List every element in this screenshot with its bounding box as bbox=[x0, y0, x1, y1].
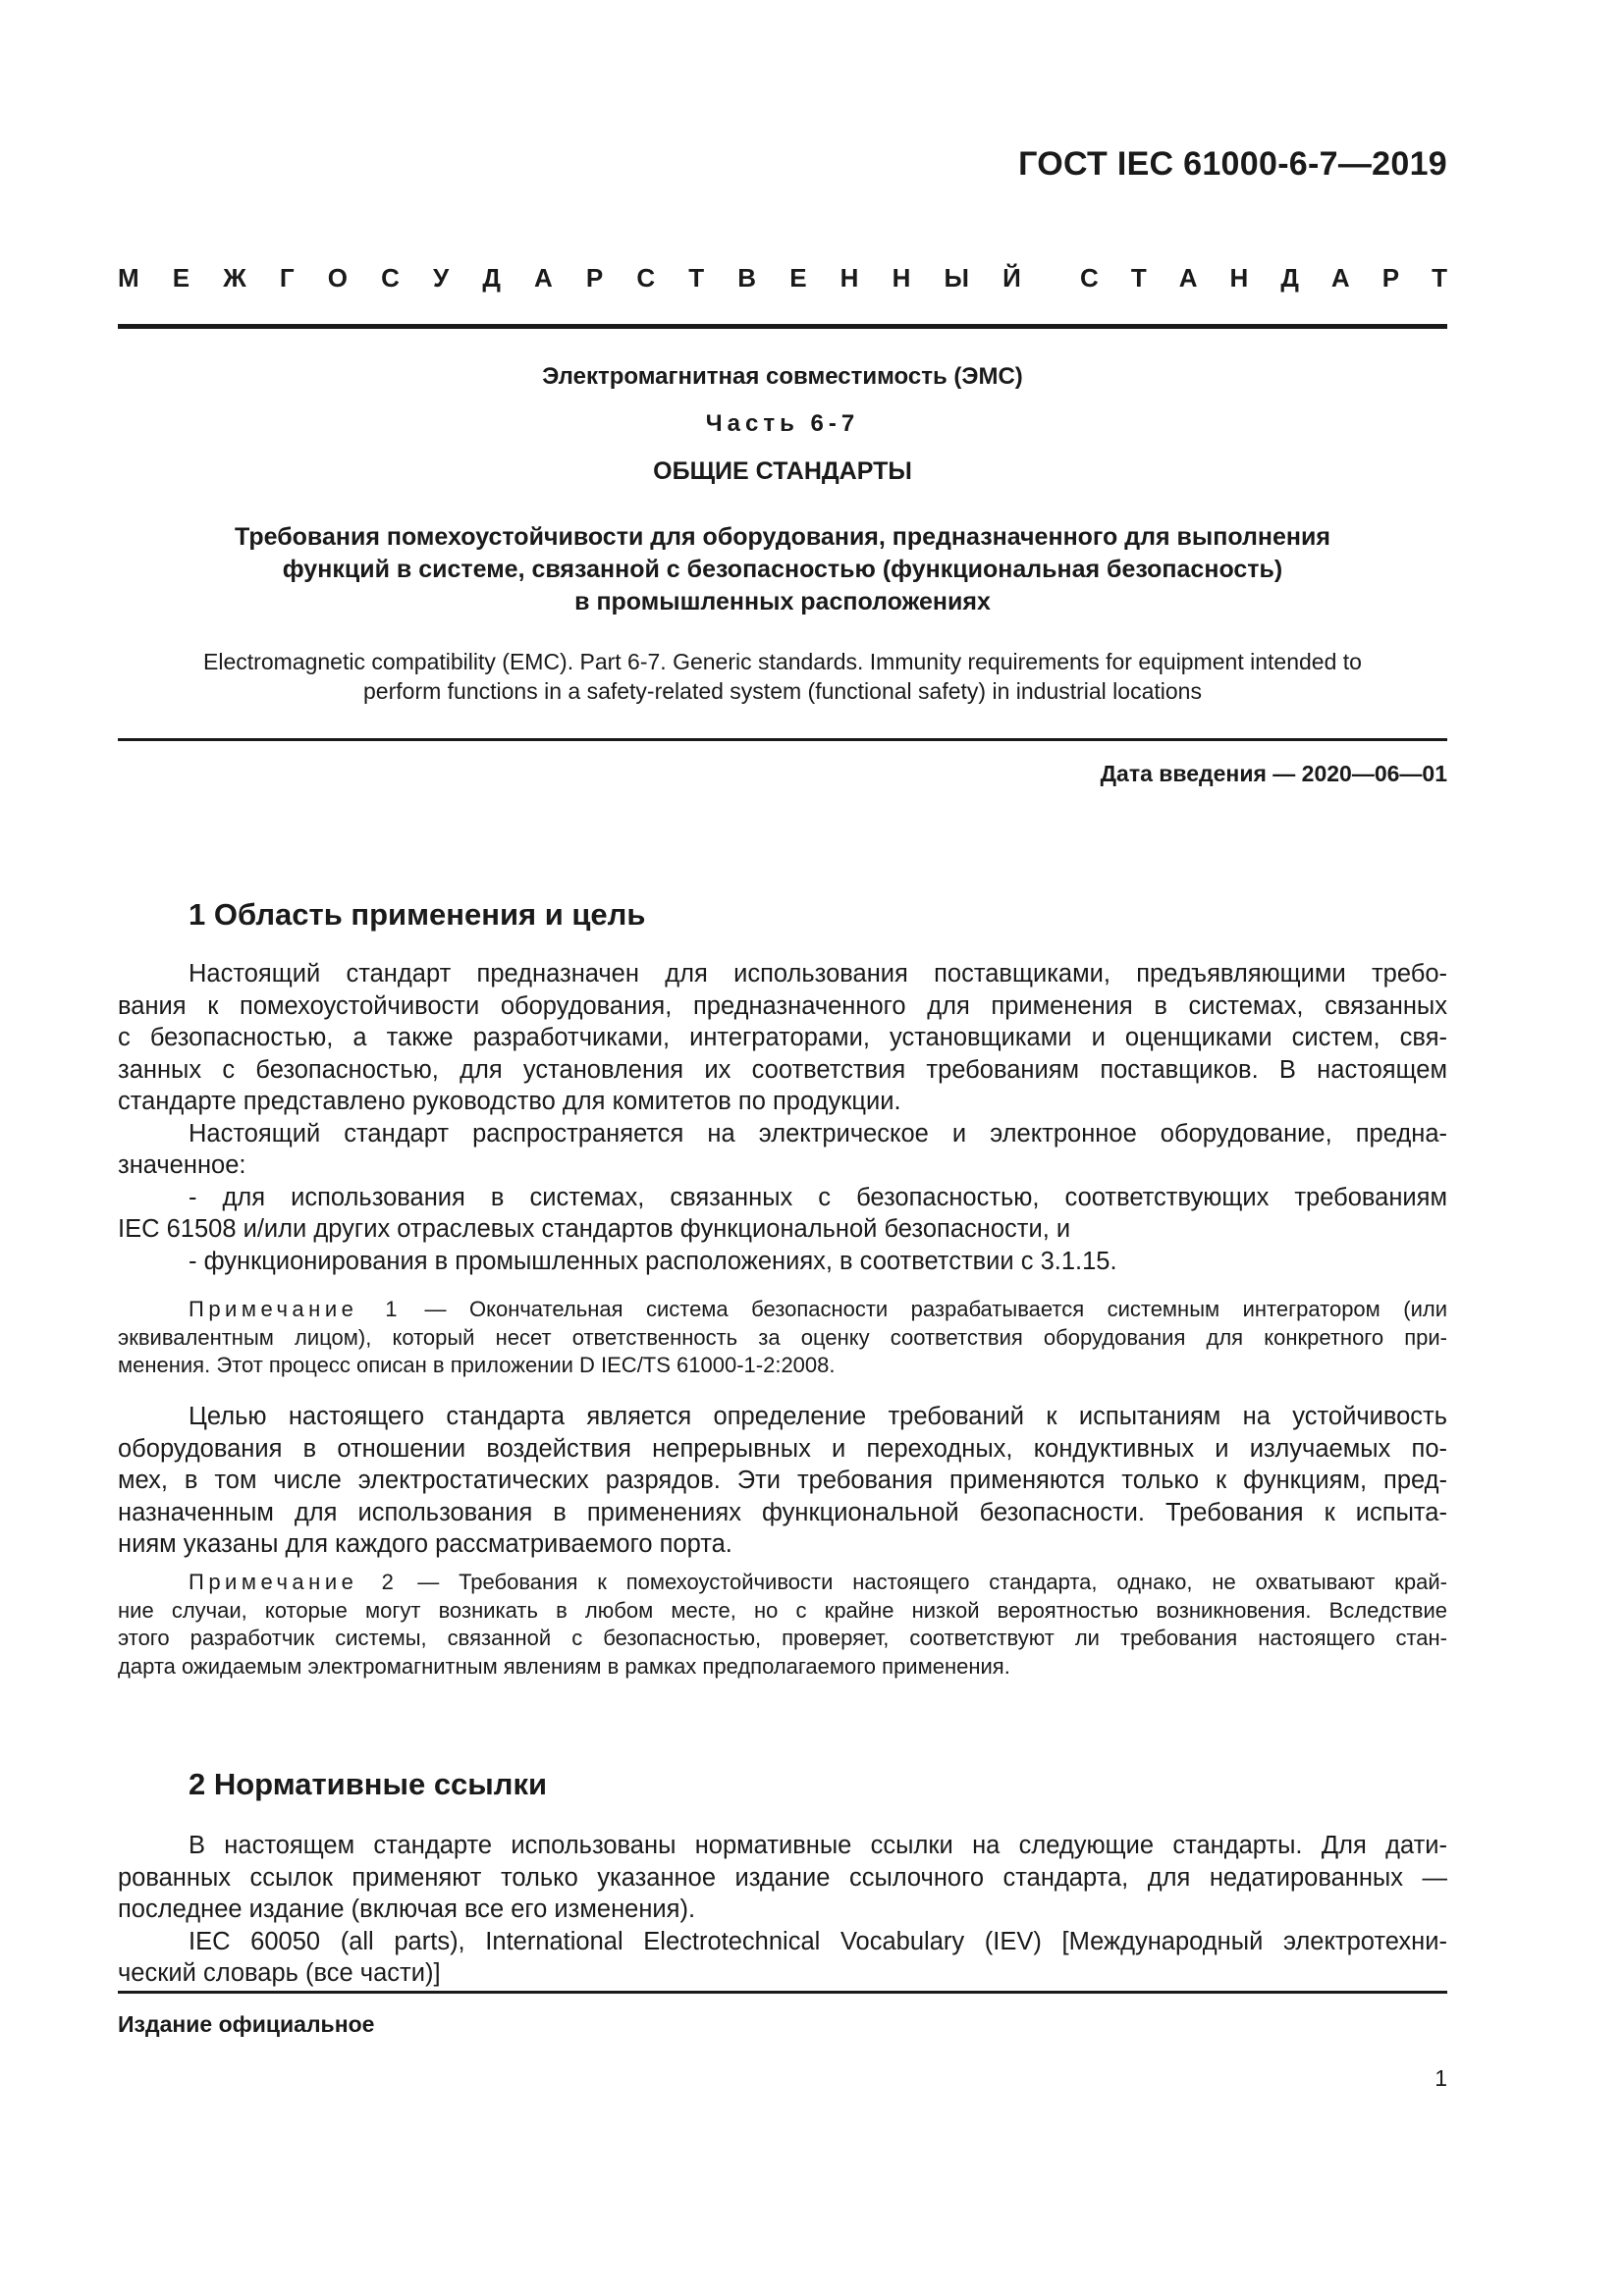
document-page bbox=[118, 0, 1447, 2296]
standard-kind-letter: Д bbox=[482, 263, 501, 293]
standard-kind-letter: Е bbox=[789, 263, 807, 293]
standard-kind-letter: С bbox=[636, 263, 656, 293]
text-line: мех, в том числе электростатических разрядов. Эти требования применяются только к функциям, пред- bbox=[118, 1467, 1447, 1494]
section-1-list-item-1 bbox=[118, 1182, 1447, 1246]
text-line: - функционирования в промышленных расположениях, в соответствии с 3.1.15. bbox=[189, 1247, 1117, 1275]
title-rule bbox=[118, 738, 1447, 741]
standard-kind-letter: Й bbox=[1002, 263, 1021, 293]
standard-kind-letter: Т bbox=[1432, 263, 1447, 293]
section-1-paragraph-2 bbox=[118, 1118, 1447, 1182]
text-line: занных с безопасностью, для установления их соответствия требованиям поставщиков. В настоящем bbox=[118, 1055, 1447, 1084]
text-line: назначенным для использования в применениях функциональной безопасности. Требования к испыта- bbox=[118, 1498, 1447, 1526]
document-code: ГОСТ IEC 61000-6-7—2019 bbox=[1018, 145, 1447, 183]
section-2-paragraph-1 bbox=[118, 1830, 1447, 1926]
text-line: значенное: bbox=[118, 1151, 246, 1179]
header-rule bbox=[118, 324, 1447, 329]
section-1-paragraph-1 bbox=[118, 958, 1447, 1118]
text-line: IEC 60050 (all parts), International Electrotechnical Vocabulary (IEV) [Международный электротехни- bbox=[189, 1927, 1447, 1955]
text-line: ниям указаны для каждого рассматриваемого порта. bbox=[118, 1530, 732, 1558]
introduction-date: Дата введения — 2020—06—01 bbox=[1100, 761, 1447, 786]
title-english-line: Electromagnetic compatibility (EMC). Part 6-7. Generic standards. Immunity requirements for equipment intended to bbox=[203, 649, 1362, 674]
footer-rule bbox=[118, 1991, 1447, 1994]
standard-kind-letter: Т bbox=[1130, 263, 1147, 293]
standard-kind-letter: Е bbox=[172, 263, 190, 293]
title-english bbox=[118, 647, 1447, 706]
section-1-note-1 bbox=[118, 1296, 1447, 1380]
text-line: менения. Этот процесс описан в приложении D IEC/TS 61000-1-2:2008. bbox=[118, 1353, 836, 1377]
text-line: вания к помехоустойчивости оборудования, предназначенного для применения в системах, связанных bbox=[118, 991, 1447, 1020]
note-label: Примечание 2 bbox=[189, 1570, 399, 1594]
standard-kind-letter: А bbox=[1330, 263, 1350, 293]
text-line bbox=[118, 1569, 1447, 1597]
text-line: ние случаи, которые могут возникать в любом месте, но с крайне низкой вероятностью возникновения. Вследствие bbox=[118, 1597, 1447, 1623]
text-line: Настоящий стандарт распространяется на электрическое и электронное оборудование, предна- bbox=[189, 1119, 1447, 1148]
standard-kind-letter: Н bbox=[839, 263, 859, 293]
section-2-reference-iec-60050 bbox=[118, 1926, 1447, 1990]
section-2-heading: 2 Нормативные ссылки bbox=[189, 1767, 548, 1801]
standard-kind-letter: В bbox=[737, 263, 757, 293]
text-line: стандарте представлено руководство для комитетов по продукции. bbox=[118, 1088, 901, 1115]
title-russian-line: в промышленных расположениях bbox=[574, 588, 991, 615]
text-line: оборудования в отношении воздействия непрерывных и переходных, кондуктивных и излучаемых по- bbox=[118, 1434, 1447, 1463]
text-line: Настоящий стандарт предназначен для использования поставщиками, предъявляющими требо- bbox=[189, 960, 1447, 988]
text-line: последнее издание (включая все его изменения). bbox=[118, 1896, 696, 1923]
standard-kind-letter: А bbox=[534, 263, 553, 293]
section-1-heading: 1 Область применения и цель bbox=[189, 897, 646, 932]
standard-kind-letter: А bbox=[1178, 263, 1198, 293]
title-russian-line: функций в системе, связанной с безопасностью (функциональная безопасность) bbox=[282, 556, 1283, 583]
text-line: эквивалентным лицом), который несет ответственность за оценку соответствия оборудования для конкретного при- bbox=[118, 1324, 1447, 1350]
title-russian-line: Требования помехоустойчивости для оборудования, предназначенного для выполнения bbox=[235, 523, 1330, 551]
text-line: IEC 61508 и/или других отраслевых стандартов функциональной безопасности, и bbox=[118, 1215, 1071, 1243]
title-ems: Электромагнитная совместимость (ЭМС) bbox=[542, 363, 1023, 390]
standard-kind-letter: О bbox=[327, 263, 348, 293]
note-text: — Требования к помехоустойчивости настоящего стандарта, однако, не охватывают край- bbox=[398, 1570, 1447, 1594]
standard-kind-letter: Т bbox=[688, 263, 705, 293]
standard-kind-letter: С bbox=[1080, 263, 1099, 293]
standard-kind-letter: Р bbox=[585, 263, 604, 293]
standard-kind-letter: М bbox=[118, 263, 139, 293]
edition-label: Издание официальное bbox=[118, 2011, 375, 2037]
title-generic: ОБЩИЕ СТАНДАРТЫ bbox=[653, 457, 912, 485]
standard-kind-letter: Р bbox=[1381, 263, 1400, 293]
standard-kind-letter: Ы bbox=[944, 263, 969, 293]
text-line: дарта ожидаемым электромагнитным явлениям в рамках предполагаемого применения. bbox=[118, 1653, 1010, 1679]
note-text: — Окончательная система безопасности разрабатывается системным интегратором (или bbox=[402, 1297, 1447, 1321]
title-russian bbox=[118, 521, 1447, 618]
text-line: Целью настоящего стандарта является определение требований к испытаниям на устойчивость bbox=[189, 1403, 1447, 1430]
page-number: 1 bbox=[1435, 2065, 1447, 2091]
text-line: - для использования в системах, связанных с безопасностью, соответствующих требованиям bbox=[189, 1183, 1447, 1211]
section-1-note-2 bbox=[118, 1569, 1447, 1681]
text-line bbox=[118, 1296, 1447, 1324]
section-1-paragraph-3 bbox=[118, 1401, 1447, 1561]
standard-kind-letter: Г bbox=[279, 263, 295, 293]
standard-kind-word-2 bbox=[1080, 263, 1447, 294]
standard-kind-letter: С bbox=[381, 263, 400, 293]
text-line: рованных ссылок применяют только указанное издание ссылочного стандарта, для недатированных — bbox=[118, 1863, 1447, 1892]
text-line: В настоящем стандарте использованы нормативные ссылки на следующие стандарты. Для дати- bbox=[189, 1832, 1447, 1859]
standard-kind-letter: Н bbox=[892, 263, 911, 293]
text-line: этого разработчик системы, связанной с безопасностью, проверяет, соответствуют ли требования настоящего стан- bbox=[118, 1626, 1447, 1650]
standard-kind-letter: Ж bbox=[223, 263, 246, 293]
section-1-list-item-2 bbox=[118, 1246, 1447, 1278]
text-line: ческий словарь (все части)] bbox=[118, 1959, 441, 1987]
title-part: Часть 6-7 bbox=[705, 410, 860, 437]
standard-kind-letter: Н bbox=[1229, 263, 1249, 293]
standard-kind-heading bbox=[118, 263, 1447, 294]
standard-kind-letter: Д bbox=[1280, 263, 1299, 293]
standard-kind-letter: У bbox=[433, 263, 450, 293]
text-line: с безопасностью, а также разработчиками, интеграторами, установщиками и оценщиками систем, свя- bbox=[118, 1024, 1447, 1051]
standard-kind-word-1 bbox=[118, 263, 1021, 294]
title-english-line: perform functions in a safety-related system (functional safety) in industrial locations bbox=[363, 678, 1202, 704]
note-label: Примечание 1 bbox=[189, 1297, 403, 1321]
